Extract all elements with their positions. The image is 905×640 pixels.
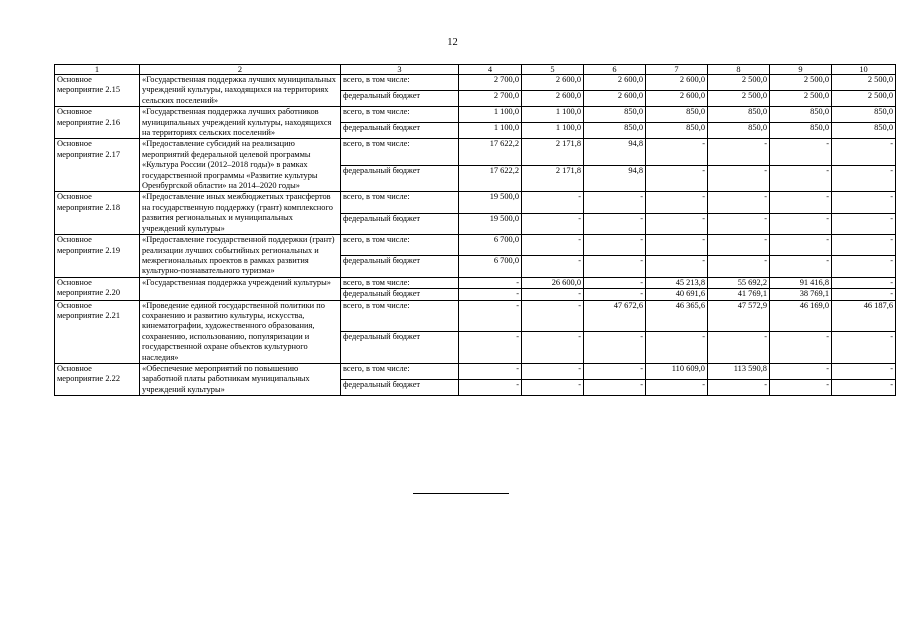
- value-cell: -: [832, 139, 896, 166]
- funding-source-cell: федеральный бюджет: [341, 165, 459, 192]
- value-cell: -: [770, 380, 832, 396]
- value-cell: -: [832, 363, 896, 379]
- value-cell: 94,8: [584, 139, 646, 166]
- value-cell: 850,0: [708, 107, 770, 123]
- value-cell: 850,0: [832, 107, 896, 123]
- value-cell: 38 769,1: [770, 289, 832, 300]
- value-cell: -: [708, 380, 770, 396]
- table-body: [55, 65, 896, 396]
- value-cell: 2 700,0: [459, 75, 522, 91]
- value-cell: -: [832, 380, 896, 396]
- value-cell: 850,0: [584, 123, 646, 139]
- value-cell: -: [459, 289, 522, 300]
- value-cell: 6 700,0: [459, 235, 522, 256]
- activity-cell: Основное мероприятие 2.22: [55, 363, 140, 395]
- activity-cell: Основное мероприятие 2.21: [55, 300, 140, 363]
- budget-table: [54, 64, 896, 396]
- description-cell: «Предоставление иных межбюджетных трансфертов на государственную поддержку (грант) комплексного развития региональных и муниципальных учреждений культуры»: [140, 192, 341, 235]
- description-cell: «Государственная поддержка лучших работников муниципальных учреждений культуры, находящихся на территориях сельских поселений»: [140, 107, 341, 139]
- value-cell: 850,0: [584, 107, 646, 123]
- table-row: [55, 139, 896, 166]
- value-cell: 850,0: [646, 123, 708, 139]
- funding-source-cell: всего, в том числе:: [341, 277, 459, 288]
- description-cell: «Обеспечение мероприятий по повышению заработной платы работникам муниципальных учреждений культуры»: [140, 363, 341, 395]
- value-cell: 1 100,0: [459, 107, 522, 123]
- value-cell: -: [770, 363, 832, 379]
- page-number: 12: [447, 37, 458, 48]
- table-header-row: [55, 65, 896, 75]
- value-cell: 2 600,0: [646, 91, 708, 107]
- value-cell: 2 700,0: [459, 91, 522, 107]
- activity-cell: Основное мероприятие 2.15: [55, 75, 140, 107]
- value-cell: 26 600,0: [522, 277, 584, 288]
- funding-source-cell: всего, в том числе:: [341, 192, 459, 213]
- value-cell: 94,8: [584, 165, 646, 192]
- value-cell: -: [459, 332, 522, 364]
- value-cell: -: [708, 235, 770, 256]
- value-cell: -: [708, 192, 770, 213]
- value-cell: 47 672,6: [584, 300, 646, 332]
- funding-source-cell: федеральный бюджет: [341, 289, 459, 300]
- value-cell: -: [646, 235, 708, 256]
- column-header: 9: [770, 65, 832, 75]
- value-cell: -: [832, 235, 896, 256]
- value-cell: 113 590,8: [708, 363, 770, 379]
- value-cell: -: [522, 332, 584, 364]
- value-cell: 2 600,0: [522, 91, 584, 107]
- value-cell: 2 600,0: [646, 75, 708, 91]
- funding-source-cell: всего, в том числе:: [341, 300, 459, 332]
- value-cell: -: [459, 277, 522, 288]
- table-row: [55, 75, 896, 91]
- value-cell: -: [770, 332, 832, 364]
- value-cell: -: [770, 192, 832, 213]
- value-cell: -: [584, 380, 646, 396]
- funding-source-cell: всего, в том числе:: [341, 107, 459, 123]
- column-header: 2: [140, 65, 341, 75]
- column-header: 10: [832, 65, 896, 75]
- activity-cell: Основное мероприятие 2.19: [55, 235, 140, 278]
- value-cell: -: [522, 300, 584, 332]
- value-cell: -: [708, 165, 770, 192]
- value-cell: 850,0: [770, 123, 832, 139]
- value-cell: -: [832, 256, 896, 277]
- value-cell: -: [522, 289, 584, 300]
- value-cell: 2 600,0: [584, 75, 646, 91]
- funding-source-cell: всего, в том числе:: [341, 235, 459, 256]
- funding-source-cell: федеральный бюджет: [341, 91, 459, 107]
- value-cell: 850,0: [770, 107, 832, 123]
- value-cell: 2 500,0: [708, 91, 770, 107]
- table-row: [55, 363, 896, 379]
- funding-source-cell: федеральный бюджет: [341, 256, 459, 277]
- value-cell: -: [770, 139, 832, 166]
- value-cell: 1 100,0: [522, 107, 584, 123]
- value-cell: -: [646, 192, 708, 213]
- value-cell: -: [584, 277, 646, 288]
- column-header: 6: [584, 65, 646, 75]
- value-cell: -: [832, 213, 896, 234]
- value-cell: -: [522, 363, 584, 379]
- value-cell: 55 692,2: [708, 277, 770, 288]
- funding-source-cell: федеральный бюджет: [341, 332, 459, 364]
- table-row: [55, 107, 896, 123]
- value-cell: 6 700,0: [459, 256, 522, 277]
- value-cell: 45 213,8: [646, 277, 708, 288]
- description-cell: «Государственная поддержка учреждений культуры»: [140, 277, 341, 300]
- value-cell: -: [584, 363, 646, 379]
- column-header: 5: [522, 65, 584, 75]
- value-cell: 2 500,0: [708, 75, 770, 91]
- value-cell: 91 416,8: [770, 277, 832, 288]
- value-cell: 2 600,0: [522, 75, 584, 91]
- activity-cell: Основное мероприятие 2.20: [55, 277, 140, 300]
- value-cell: 850,0: [646, 107, 708, 123]
- value-cell: 2 500,0: [832, 75, 896, 91]
- value-cell: -: [770, 256, 832, 277]
- value-cell: -: [708, 139, 770, 166]
- value-cell: -: [584, 235, 646, 256]
- value-cell: 17 622,2: [459, 165, 522, 192]
- value-cell: 17 622,2: [459, 139, 522, 166]
- value-cell: -: [832, 165, 896, 192]
- value-cell: -: [459, 363, 522, 379]
- value-cell: 40 691,6: [646, 289, 708, 300]
- value-cell: 1 100,0: [459, 123, 522, 139]
- value-cell: -: [708, 213, 770, 234]
- value-cell: 2 500,0: [770, 91, 832, 107]
- table-row: [55, 192, 896, 213]
- funding-source-cell: всего, в том числе:: [341, 139, 459, 166]
- column-header: 8: [708, 65, 770, 75]
- value-cell: -: [646, 256, 708, 277]
- funding-source-cell: всего, в том числе:: [341, 363, 459, 379]
- value-cell: 850,0: [708, 123, 770, 139]
- funding-source-cell: федеральный бюджет: [341, 123, 459, 139]
- value-cell: -: [770, 235, 832, 256]
- value-cell: -: [584, 213, 646, 234]
- value-cell: -: [646, 380, 708, 396]
- column-header: 1: [55, 65, 140, 75]
- value-cell: -: [832, 277, 896, 288]
- value-cell: -: [770, 213, 832, 234]
- description-cell: «Государственная поддержка лучших муниципальных учреждений культуры, находящихся на территориях сельских поселений»: [140, 75, 341, 107]
- funding-source-cell: федеральный бюджет: [341, 213, 459, 234]
- description-cell: «Предоставление государственной поддержки (грант) реализации лучших событийных региональных и межрегиональных проектов в рамках развития культурно-познавательного туризма»: [140, 235, 341, 278]
- value-cell: -: [522, 235, 584, 256]
- value-cell: 2 600,0: [584, 91, 646, 107]
- value-cell: -: [459, 300, 522, 332]
- value-cell: -: [832, 192, 896, 213]
- closing-rule: [413, 493, 509, 494]
- value-cell: -: [646, 213, 708, 234]
- value-cell: 1 100,0: [522, 123, 584, 139]
- value-cell: -: [646, 165, 708, 192]
- value-cell: -: [522, 213, 584, 234]
- value-cell: 19 500,0: [459, 213, 522, 234]
- table-row: [55, 277, 896, 288]
- value-cell: -: [584, 289, 646, 300]
- value-cell: -: [522, 256, 584, 277]
- value-cell: -: [832, 289, 896, 300]
- value-cell: -: [584, 192, 646, 213]
- value-cell: 2 500,0: [832, 91, 896, 107]
- activity-cell: Основное мероприятие 2.16: [55, 107, 140, 139]
- value-cell: -: [522, 380, 584, 396]
- value-cell: 2 500,0: [770, 75, 832, 91]
- value-cell: 110 609,0: [646, 363, 708, 379]
- value-cell: -: [770, 165, 832, 192]
- value-cell: 47 572,9: [708, 300, 770, 332]
- value-cell: -: [584, 256, 646, 277]
- value-cell: 41 769,1: [708, 289, 770, 300]
- value-cell: -: [708, 256, 770, 277]
- column-header: 7: [646, 65, 708, 75]
- value-cell: 19 500,0: [459, 192, 522, 213]
- value-cell: 46 169,0: [770, 300, 832, 332]
- table-row: [55, 235, 896, 256]
- activity-cell: Основное мероприятие 2.18: [55, 192, 140, 235]
- funding-source-cell: федеральный бюджет: [341, 380, 459, 396]
- activity-cell: Основное мероприятие 2.17: [55, 139, 140, 192]
- value-cell: -: [646, 139, 708, 166]
- value-cell: -: [522, 192, 584, 213]
- value-cell: 46 187,6: [832, 300, 896, 332]
- value-cell: -: [832, 332, 896, 364]
- description-cell: «Предоставление субсидий на реализацию мероприятий федеральной целевой программы «Культура России (2012–2018 годы)» в рамках государственной программы «Развитие культуры Оренбургской области» на 2014–2020 годы»: [140, 139, 341, 192]
- table-row: [55, 300, 896, 332]
- value-cell: -: [459, 380, 522, 396]
- description-cell: «Проведение единой государственной политики по сохранению и развитию культуры, искусства, кинематографии, художественного образования, сохранению, использованию, популяризации и государственной охране объектов культурного наследия»: [140, 300, 341, 363]
- value-cell: 2 171,8: [522, 165, 584, 192]
- value-cell: -: [646, 332, 708, 364]
- value-cell: -: [708, 332, 770, 364]
- value-cell: 850,0: [832, 123, 896, 139]
- funding-source-cell: всего, в том числе:: [341, 75, 459, 91]
- value-cell: 2 171,8: [522, 139, 584, 166]
- value-cell: -: [584, 332, 646, 364]
- column-header: 3: [341, 65, 459, 75]
- value-cell: 46 365,6: [646, 300, 708, 332]
- column-header: 4: [459, 65, 522, 75]
